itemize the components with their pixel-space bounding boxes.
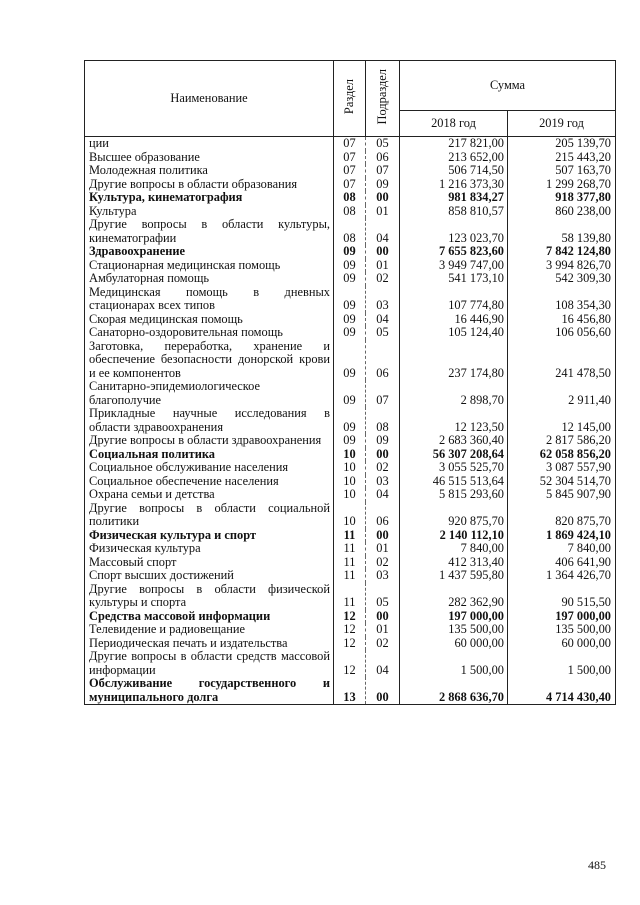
row-amount-2018: 46 515 513,64: [400, 475, 508, 489]
row-section-code: 11: [334, 569, 366, 583]
row-subsection-code: 09: [366, 178, 400, 192]
table-row: [85, 542, 616, 556]
table-row: [85, 583, 616, 610]
row-subsection-code: 04: [366, 218, 400, 245]
table-row: [85, 326, 616, 340]
header-subsection-label: Подраздел: [374, 69, 389, 125]
table-row: [85, 286, 616, 313]
row-name: Санитарно-эпидемиологическое благополучие: [85, 380, 334, 407]
row-amount-2019: 106 056,60: [508, 326, 616, 340]
table-row: [85, 502, 616, 529]
row-name: Стационарная медицинская помощь: [85, 259, 334, 273]
row-name: Другие вопросы в области здравоохранения: [85, 434, 334, 448]
row-name: Медицинская помощь в дневных стационарах всех типов: [85, 286, 334, 313]
row-subsection-code: 08: [366, 407, 400, 434]
row-subsection-code: 00: [366, 677, 400, 705]
row-amount-2018: 123 023,70: [400, 218, 508, 245]
row-section-code: 08: [334, 191, 366, 205]
table-row: [85, 259, 616, 273]
row-section-code: 09: [334, 380, 366, 407]
budget-table: [84, 60, 616, 705]
row-subsection-code: 01: [366, 623, 400, 637]
row-amount-2018: 1 437 595,80: [400, 569, 508, 583]
row-section-code: 09: [334, 245, 366, 259]
row-amount-2018: 2 898,70: [400, 380, 508, 407]
row-section-code: 08: [334, 205, 366, 219]
row-subsection-code: 00: [366, 448, 400, 462]
row-amount-2019: 7 842 124,80: [508, 245, 616, 259]
row-amount-2019: 2 817 586,20: [508, 434, 616, 448]
row-subsection-code: 04: [366, 650, 400, 677]
row-subsection-code: 04: [366, 313, 400, 327]
header-sum: Сумма: [400, 61, 616, 111]
row-subsection-code: 03: [366, 286, 400, 313]
row-name: Другие вопросы в области культуры, кинематографии: [85, 218, 334, 245]
row-amount-2018: 135 500,00: [400, 623, 508, 637]
row-amount-2019: 135 500,00: [508, 623, 616, 637]
table-row: [85, 637, 616, 651]
table-row: [85, 313, 616, 327]
row-subsection-code: 01: [366, 542, 400, 556]
table-row: [85, 164, 616, 178]
row-section-code: 07: [334, 164, 366, 178]
row-section-code: 12: [334, 623, 366, 637]
row-section-code: 13: [334, 677, 366, 705]
row-subsection-code: 01: [366, 205, 400, 219]
row-subsection-code: 07: [366, 164, 400, 178]
row-amount-2019: 860 238,00: [508, 205, 616, 219]
row-subsection-code: 03: [366, 475, 400, 489]
row-name: Охрана семьи и детства: [85, 488, 334, 502]
table-row: [85, 151, 616, 165]
header-year-2019: 2019 год: [508, 111, 616, 137]
table-row: [85, 407, 616, 434]
row-amount-2018: 12 123,50: [400, 407, 508, 434]
row-name: Социальное обслуживание населения: [85, 461, 334, 475]
table-row: [85, 205, 616, 219]
table-row: [85, 218, 616, 245]
row-section-code: 10: [334, 488, 366, 502]
row-section-code: 10: [334, 448, 366, 462]
table-row: [85, 650, 616, 677]
row-subsection-code: 09: [366, 434, 400, 448]
row-subsection-code: 03: [366, 569, 400, 583]
row-name: Обслуживание государственного и муниципального долга: [85, 677, 334, 705]
row-subsection-code: 00: [366, 610, 400, 624]
row-amount-2019: 215 443,20: [508, 151, 616, 165]
table-row-section-total: [85, 245, 616, 259]
row-subsection-code: 07: [366, 380, 400, 407]
row-section-code: 09: [334, 434, 366, 448]
row-subsection-code: 02: [366, 556, 400, 570]
table-row-section-total: [85, 191, 616, 205]
row-amount-2018: 2 140 112,10: [400, 529, 508, 543]
row-section-code: 10: [334, 502, 366, 529]
row-name: Средства массовой информации: [85, 610, 334, 624]
row-amount-2018: 2 868 636,70: [400, 677, 508, 705]
row-name: Скорая медицинская помощь: [85, 313, 334, 327]
row-subsection-code: 02: [366, 461, 400, 475]
row-amount-2018: 3 055 525,70: [400, 461, 508, 475]
row-amount-2018: 412 313,40: [400, 556, 508, 570]
row-section-code: 09: [334, 313, 366, 327]
row-name: Здравоохранение: [85, 245, 334, 259]
row-amount-2018: 107 774,80: [400, 286, 508, 313]
row-amount-2018: 105 124,40: [400, 326, 508, 340]
table-row: [85, 380, 616, 407]
row-section-code: 08: [334, 218, 366, 245]
row-section-code: 11: [334, 542, 366, 556]
row-amount-2018: 16 446,90: [400, 313, 508, 327]
table-row: [85, 569, 616, 583]
row-name: Массовый спорт: [85, 556, 334, 570]
row-name: Другие вопросы в области средств массовой информации: [85, 650, 334, 677]
row-amount-2019: 12 145,00: [508, 407, 616, 434]
row-name: Другие вопросы в области физической культуры и спорта: [85, 583, 334, 610]
table-row: [85, 556, 616, 570]
table-row: [85, 178, 616, 192]
row-section-code: 12: [334, 650, 366, 677]
row-section-code: 12: [334, 610, 366, 624]
row-subsection-code: 01: [366, 259, 400, 273]
table-row: [85, 475, 616, 489]
row-name: Физическая культура: [85, 542, 334, 556]
row-subsection-code: 06: [366, 151, 400, 165]
row-subsection-code: 05: [366, 137, 400, 151]
row-amount-2019: 108 354,30: [508, 286, 616, 313]
row-amount-2019: 7 840,00: [508, 542, 616, 556]
row-amount-2019: 52 304 514,70: [508, 475, 616, 489]
row-amount-2018: 1 216 373,30: [400, 178, 508, 192]
row-amount-2019: 1 364 426,70: [508, 569, 616, 583]
row-section-code: 09: [334, 407, 366, 434]
row-amount-2018: 197 000,00: [400, 610, 508, 624]
table-row-section-total: [85, 448, 616, 462]
row-amount-2019: 406 641,90: [508, 556, 616, 570]
row-amount-2019: 1 500,00: [508, 650, 616, 677]
table-row-section-total: [85, 610, 616, 624]
row-name: Санаторно-оздоровительная помощь: [85, 326, 334, 340]
row-subsection-code: 04: [366, 488, 400, 502]
row-section-code: 12: [334, 637, 366, 651]
table-row: [85, 488, 616, 502]
table-row-section-total: [85, 529, 616, 543]
row-amount-2018: 282 362,90: [400, 583, 508, 610]
row-section-code: 10: [334, 461, 366, 475]
row-subsection-code: 06: [366, 502, 400, 529]
row-amount-2019: 5 845 907,90: [508, 488, 616, 502]
row-amount-2019: 90 515,50: [508, 583, 616, 610]
row-amount-2019: 1 299 268,70: [508, 178, 616, 192]
row-amount-2019: 58 139,80: [508, 218, 616, 245]
row-name: Высшее образование: [85, 151, 334, 165]
row-amount-2018: 981 834,27: [400, 191, 508, 205]
row-section-code: 09: [334, 286, 366, 313]
row-subsection-code: 02: [366, 637, 400, 651]
row-section-code: 09: [334, 272, 366, 286]
row-name: ции: [85, 137, 334, 151]
row-amount-2019: 507 163,70: [508, 164, 616, 178]
table-row: [85, 623, 616, 637]
row-amount-2018: 1 500,00: [400, 650, 508, 677]
header-name: Наименование: [85, 61, 334, 137]
table-row: [85, 434, 616, 448]
row-name: Другие вопросы в области социальной политики: [85, 502, 334, 529]
row-amount-2019: 241 478,50: [508, 340, 616, 381]
row-section-code: 09: [334, 259, 366, 273]
row-subsection-code: 06: [366, 340, 400, 381]
row-amount-2018: 7 655 823,60: [400, 245, 508, 259]
row-name: Амбулаторная помощь: [85, 272, 334, 286]
row-subsection-code: 00: [366, 529, 400, 543]
row-amount-2018: 237 174,80: [400, 340, 508, 381]
row-subsection-code: 05: [366, 326, 400, 340]
row-name: Культура, кинематография: [85, 191, 334, 205]
row-section-code: 10: [334, 475, 366, 489]
row-amount-2019: 820 875,70: [508, 502, 616, 529]
row-subsection-code: 00: [366, 191, 400, 205]
row-amount-2018: 217 821,00: [400, 137, 508, 151]
row-amount-2019: 197 000,00: [508, 610, 616, 624]
row-name: Культура: [85, 205, 334, 219]
row-section-code: 11: [334, 583, 366, 610]
table-body: [85, 137, 616, 705]
row-section-code: 09: [334, 326, 366, 340]
row-amount-2018: 858 810,57: [400, 205, 508, 219]
row-amount-2019: 918 377,80: [508, 191, 616, 205]
row-name: Прикладные научные исследования в области здравоохранения: [85, 407, 334, 434]
row-amount-2018: 7 840,00: [400, 542, 508, 556]
row-amount-2019: 3 087 557,90: [508, 461, 616, 475]
row-name: Социальное обеспечение населения: [85, 475, 334, 489]
row-name: Социальная политика: [85, 448, 334, 462]
row-name: Молодежная политика: [85, 164, 334, 178]
row-section-code: 11: [334, 556, 366, 570]
page-number: 485: [588, 858, 606, 872]
table-row: [85, 461, 616, 475]
row-section-code: 09: [334, 340, 366, 381]
row-name: Телевидение и радиовещание: [85, 623, 334, 637]
row-amount-2019: 3 994 826,70: [508, 259, 616, 273]
row-name: Другие вопросы в области образования: [85, 178, 334, 192]
table-row: [85, 137, 616, 151]
row-amount-2019: 205 139,70: [508, 137, 616, 151]
row-amount-2019: 4 714 430,40: [508, 677, 616, 705]
row-amount-2019: 60 000,00: [508, 637, 616, 651]
row-amount-2018: 920 875,70: [400, 502, 508, 529]
header-section: [334, 61, 366, 137]
row-amount-2018: 56 307 208,64: [400, 448, 508, 462]
row-subsection-code: 00: [366, 245, 400, 259]
row-amount-2018: 2 683 360,40: [400, 434, 508, 448]
row-name: Спорт высших достижений: [85, 569, 334, 583]
row-amount-2018: 541 173,10: [400, 272, 508, 286]
row-amount-2018: 5 815 293,60: [400, 488, 508, 502]
row-subsection-code: 05: [366, 583, 400, 610]
table-row: [85, 272, 616, 286]
header-section-label: Раздел: [341, 79, 356, 115]
row-amount-2019: 542 309,30: [508, 272, 616, 286]
row-section-code: 07: [334, 151, 366, 165]
row-amount-2019: 2 911,40: [508, 380, 616, 407]
row-amount-2018: 506 714,50: [400, 164, 508, 178]
row-name: Заготовка, переработка, хранение и обеспечение безопасности донорской крови и ее компонентов: [85, 340, 334, 381]
row-amount-2019: 16 456,80: [508, 313, 616, 327]
row-section-code: 07: [334, 137, 366, 151]
table-header: [85, 61, 616, 137]
row-amount-2019: 62 058 856,20: [508, 448, 616, 462]
row-amount-2018: 3 949 747,00: [400, 259, 508, 273]
row-name: Периодическая печать и издательства: [85, 637, 334, 651]
table-row-section-total: [85, 677, 616, 705]
header-subsection: [366, 61, 400, 137]
row-name: Физическая культура и спорт: [85, 529, 334, 543]
header-year-2018: 2018 год: [400, 111, 508, 137]
table-row: [85, 340, 616, 381]
row-amount-2018: 213 652,00: [400, 151, 508, 165]
row-amount-2018: 60 000,00: [400, 637, 508, 651]
row-subsection-code: 02: [366, 272, 400, 286]
row-amount-2019: 1 869 424,10: [508, 529, 616, 543]
row-section-code: 11: [334, 529, 366, 543]
row-section-code: 07: [334, 178, 366, 192]
